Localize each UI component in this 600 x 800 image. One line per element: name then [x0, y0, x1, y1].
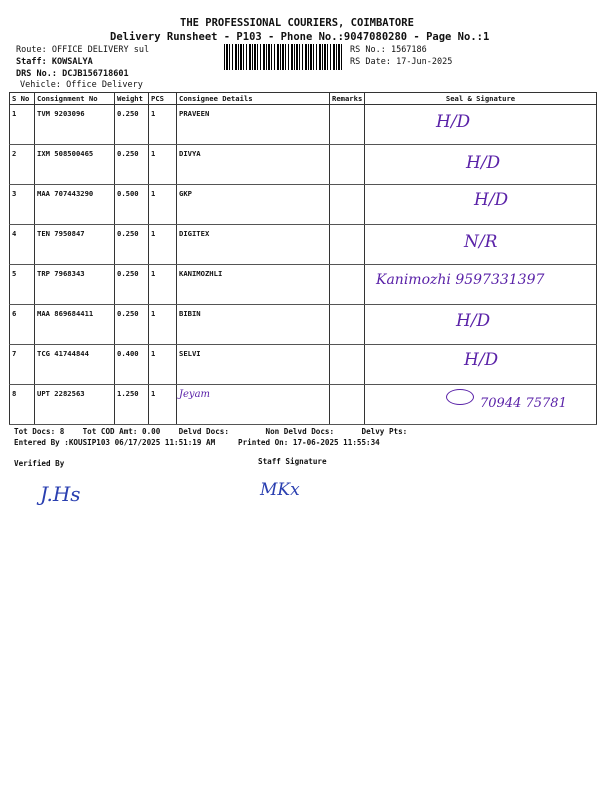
cell-consignment: UPT 2282563: [35, 385, 115, 425]
cell-weight: 1.250: [115, 385, 149, 425]
cell-consignee: PRAVEEN: [177, 105, 330, 145]
cell-sno: 3: [10, 185, 35, 225]
cell-remarks: [330, 145, 365, 185]
col-signature: Seal & Signature: [365, 93, 597, 105]
table-row: [10, 105, 597, 145]
cell-signature: [365, 105, 597, 145]
handwritten-signature: H/D: [456, 311, 491, 331]
vehicle-line: Vehicle: Office Delivery: [20, 80, 143, 90]
company-title: THE PROFESSIONAL COURIERS, COIMBATORE: [180, 17, 414, 29]
handwritten-signature: H/D: [466, 153, 501, 173]
handwritten-signature: 70944 75781: [480, 396, 567, 411]
verified-signature: J.Hs: [40, 482, 81, 506]
cell-remarks: [330, 265, 365, 305]
table-row: [10, 145, 597, 185]
staff-signature-label: Staff Signature: [258, 457, 327, 466]
cell-pcs: 1: [149, 145, 177, 185]
cell-weight: 0.250: [115, 225, 149, 265]
col-sno: S No: [10, 93, 35, 105]
cell-pcs: 1: [149, 225, 177, 265]
cell-sno: 7: [10, 345, 35, 385]
runsheet-heading: Delivery Runsheet - P103 - Phone No.:9047080280 - Page No.:1: [110, 31, 490, 43]
cell-remarks: [330, 225, 365, 265]
cell-consignee: DIVYA: [177, 145, 330, 185]
table-row: [10, 345, 597, 385]
cell-consignment: TRP 7968343: [35, 265, 115, 305]
footer-entered: Entered By :KOUSIP103 06/17/2025 11:51:19 AM Printed On: 17-06-2025 11:55:34: [14, 438, 380, 447]
col-pcs: PCS: [149, 93, 177, 105]
cell-sno: 2: [10, 145, 35, 185]
handwritten-signature: H/D: [464, 350, 499, 370]
cell-pcs: 1: [149, 185, 177, 225]
col-remarks: Remarks: [330, 93, 365, 105]
cell-weight: 0.500: [115, 185, 149, 225]
handwritten-signature: N/R: [464, 232, 498, 252]
cell-remarks: [330, 385, 365, 425]
handwritten-signature: H/D: [474, 190, 509, 210]
cell-sno: 1: [10, 105, 35, 145]
cell-consignee: KANIMOZHLI: [177, 265, 330, 305]
cell-consignment: IXM 508500465: [35, 145, 115, 185]
cell-consignment: MAA 707443290: [35, 185, 115, 225]
table-row: [10, 225, 597, 265]
handwritten-signature: Kanimozhi 9597331397: [376, 272, 545, 288]
footer-totals: Tot Docs: 8 Tot COD Amt: 0.00 Delvd Docs: Non Delvd Docs: Delvy Pts:: [14, 427, 408, 436]
seal-icon: [446, 389, 474, 405]
table-header-row: [10, 93, 597, 105]
verified-by-label: Verified By: [14, 459, 65, 468]
cell-weight: 0.250: [115, 265, 149, 305]
cell-remarks: [330, 305, 365, 345]
cell-sno: 6: [10, 305, 35, 345]
cell-remarks: [330, 105, 365, 145]
cell-consignment: MAA 869684411: [35, 305, 115, 345]
col-consignee: Consignee Details: [177, 93, 330, 105]
cell-sno: 5: [10, 265, 35, 305]
cell-consignment: TVM 9203096: [35, 105, 115, 145]
cell-consignment: TCG 41744844: [35, 345, 115, 385]
cell-consignee: DIGITEX: [177, 225, 330, 265]
cell-weight: 0.250: [115, 305, 149, 345]
cell-remarks: [330, 185, 365, 225]
cell-weight: 0.250: [115, 105, 149, 145]
route-line: Route: OFFICE DELIVERY sul: [16, 45, 150, 55]
cell-consignment: TEN 7950847: [35, 225, 115, 265]
col-weight: Weight: [115, 93, 149, 105]
cell-sno: 8: [10, 385, 35, 425]
cell-pcs: 1: [149, 265, 177, 305]
table-row: [10, 305, 597, 345]
cell-weight: 0.250: [115, 145, 149, 185]
cell-pcs: 1: [149, 385, 177, 425]
rs-date-line: RS Date: 17-Jun-2025: [350, 57, 453, 67]
barcode: [224, 44, 342, 70]
table-row: [10, 185, 597, 225]
cell-consignee: SELVI: [177, 345, 330, 385]
col-consignment: Consignment No: [35, 93, 115, 105]
cell-pcs: 1: [149, 105, 177, 145]
cell-weight: 0.400: [115, 345, 149, 385]
rs-no-line: RS No.: 1567186: [350, 45, 427, 55]
cell-consignee: Jeyam: [177, 385, 330, 425]
handwritten-signature: H/D: [436, 112, 471, 132]
drs-line: DRS No.: DCJB156718601: [16, 69, 129, 79]
staff-line: Staff: KOWSALYA: [16, 57, 93, 67]
cell-consignee: BIBIN: [177, 305, 330, 345]
cell-sno: 4: [10, 225, 35, 265]
runsheet-table: [9, 92, 597, 425]
cell-pcs: 1: [149, 305, 177, 345]
cell-pcs: 1: [149, 345, 177, 385]
cell-consignee: GKP: [177, 185, 330, 225]
staff-signature: MKx: [260, 480, 300, 500]
cell-remarks: [330, 345, 365, 385]
